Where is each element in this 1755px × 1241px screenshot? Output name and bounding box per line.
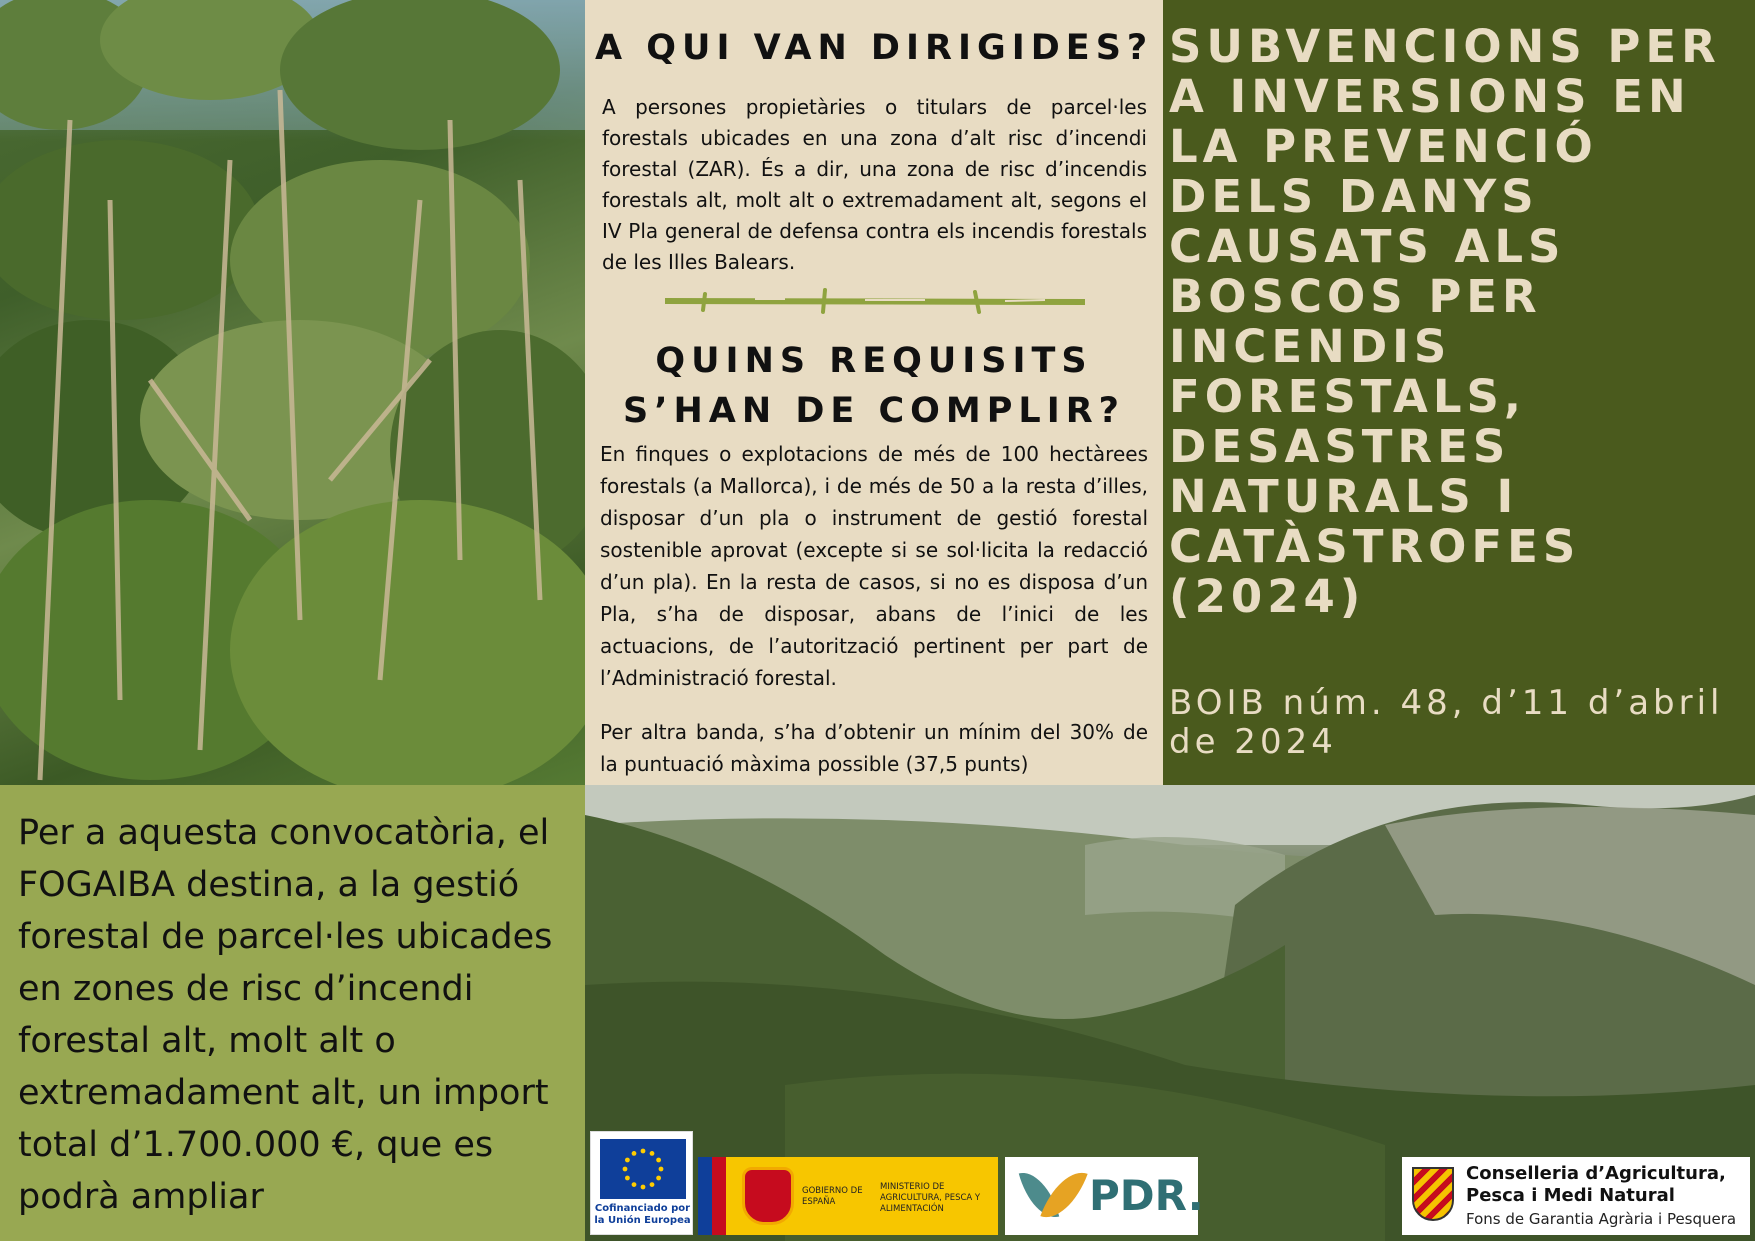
who-heading: A QUI VAN DIRIGIDES? [595, 28, 1154, 68]
fogaiba-name: Fons de Garantia Agrària i Pesquera [1466, 1210, 1737, 1228]
requirements-paragraph: En finques o explotacions de més de 100 hectàrees forestals (a Mallorca), i de més de 50 a la resta d’illes, disposar d’un pla o instrument de gestió forestal sostenible aprovat (excepte si se sol·licita la redacció d’un pla). En la resta de casos, si no es disposa d’un Pla, s’ha de disposar, abans de l’inici de les actuacions, de l’autorització pertinent per part de l’Administració forestal. [600, 442, 1148, 690]
decorative-divider [665, 288, 1085, 314]
budget-text: Per a aquesta convocatòria, el FOGAIBA destina, a la gestió forestal de parcel·les ubicades en zones de risc d’incendi forestal alt, molt alt o extremadament alt, un import total d’1.700.000 €, que es podrà ampliar [18, 813, 553, 1217]
who-paragraph: A persones propietàries o titulars de parcel·les forestals ubicades en una zona d’alt risc d’incendi forestal (ZAR). És a dir, una zona de risc d’incendis forestals alt, molt alt o extremadament alt, segons el IV Pla general de defensa contra els incendis forestals de les Illes Balears. [602, 95, 1147, 274]
conselleria-logo [1402, 1157, 1750, 1235]
boib-reference: BOIB núm. 48, d’11 d’abril de 2024 [1169, 683, 1724, 762]
title-panel [1163, 0, 1755, 785]
budget-panel [0, 785, 585, 1241]
requirements-heading [585, 336, 1163, 436]
forest-photo [0, 0, 585, 785]
government-caption: GOBIERNO DE ESPAÑA [802, 1186, 863, 1207]
ministry-caption: MINISTERIO DE AGRICULTURA, PESCA Y ALIMENTACIÓN [880, 1182, 981, 1214]
conselleria-name-line2: Pesca i Medi Natural [1466, 1185, 1675, 1206]
conselleria-name-line1: Conselleria d’Agricultura, [1466, 1163, 1726, 1184]
spanish-government-logo [698, 1157, 998, 1235]
eu-logo [590, 1131, 693, 1235]
flag-stripe-icon [698, 1157, 726, 1235]
coat-of-arms-icon [742, 1167, 794, 1225]
balearic-shield-icon [1412, 1167, 1454, 1221]
requirements-heading-line1: QUINS REQUISITS [655, 341, 1093, 381]
info-column [585, 0, 1163, 785]
requirements-heading-line2: S’HAN DE COMPLIR? [622, 391, 1125, 431]
eu-flag-icon [600, 1139, 686, 1199]
pdr-logo [1005, 1157, 1204, 1235]
forest-photo-illustration [0, 0, 585, 785]
requirements-score-paragraph: Per altra banda, s’ha d’obtenir un mínim del 30% de la puntuació màxima possible (37,5 punts) [600, 720, 1148, 776]
page-title: SUBVENCIONS PER A INVERSIONS EN LA PREVENCIÓ DELS DANYS CAUSATS ALS BOSCOS PER INCENDIS FORESTALS, DESASTRES NATURALS I CATÀSTROFES (2024) [1169, 20, 1721, 623]
pdr-wordmark: PDR. [1089, 1171, 1204, 1220]
eu-caption: Cofinanciado por la Unión Europea [594, 1203, 691, 1226]
